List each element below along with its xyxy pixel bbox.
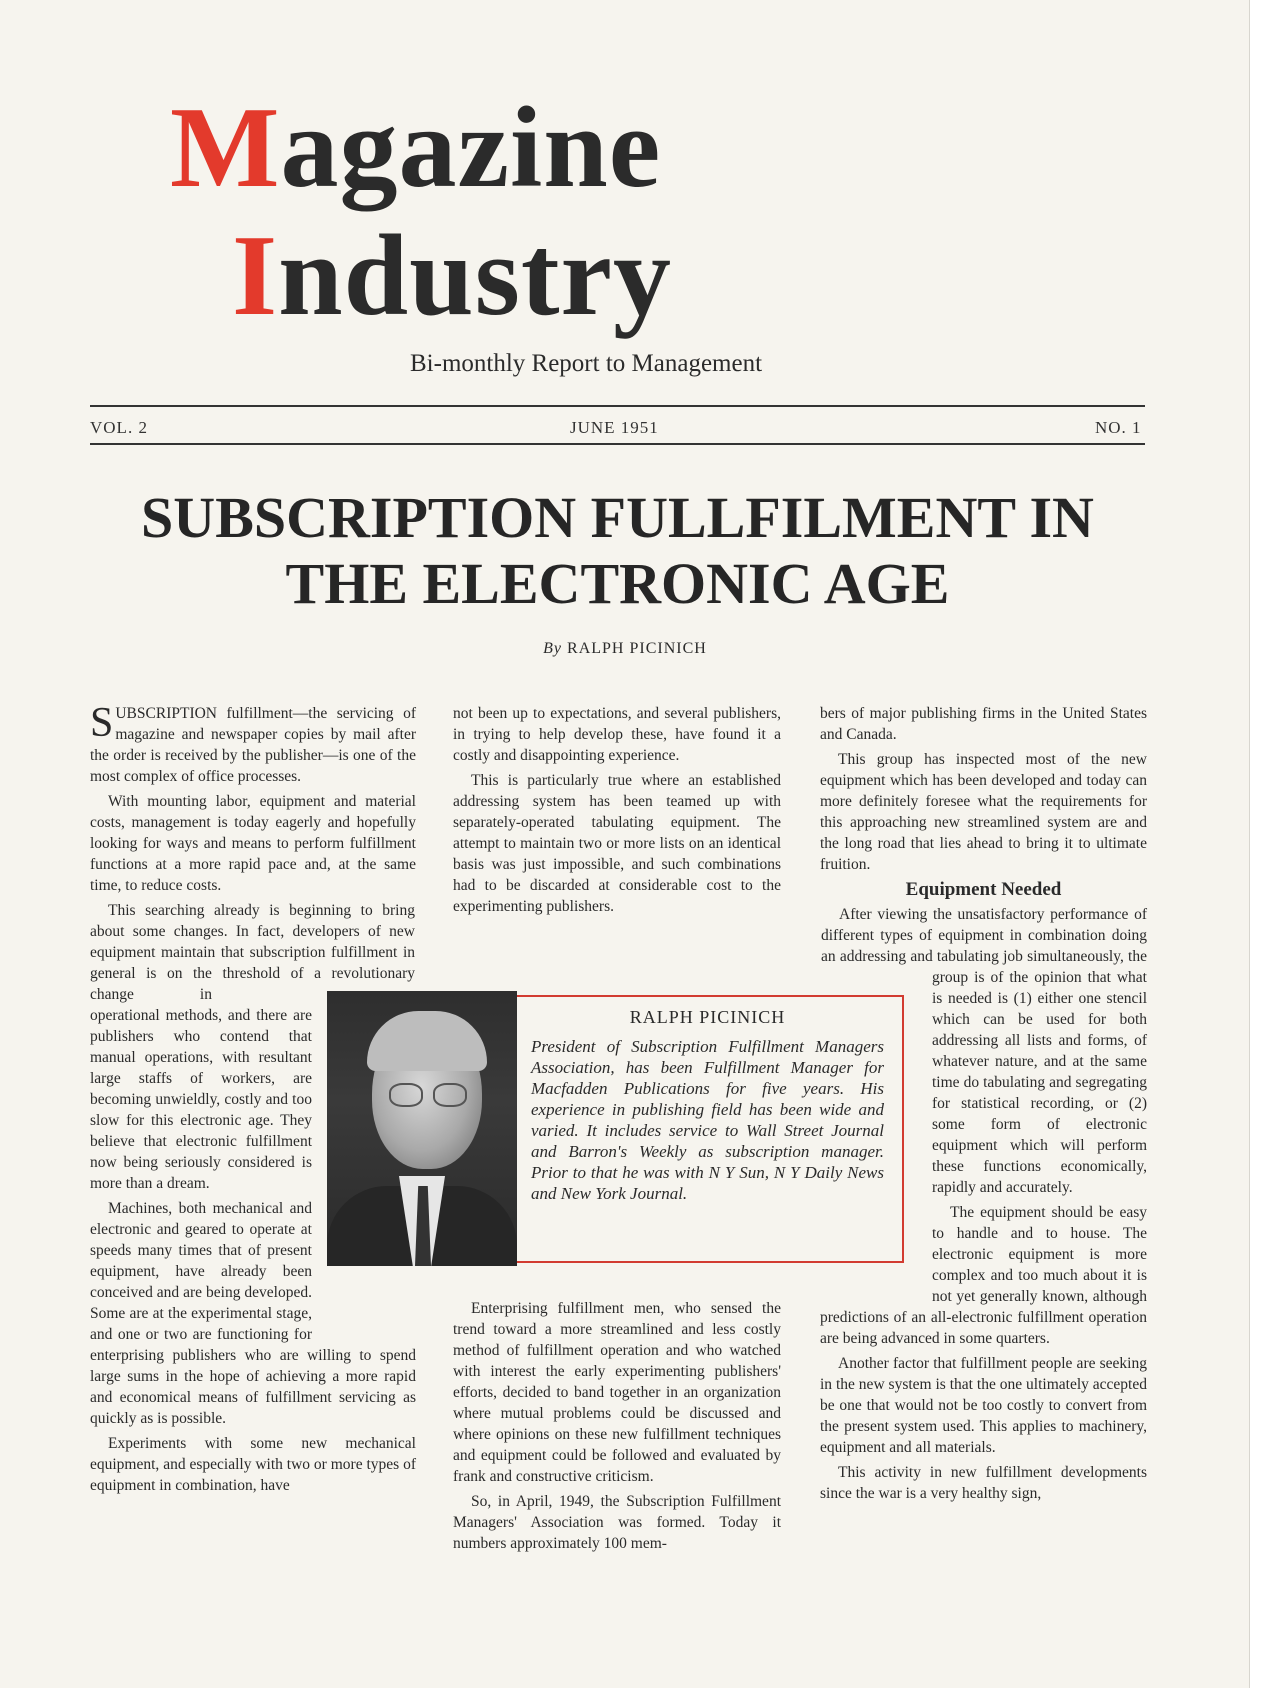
issue-volume: VOL. 2 xyxy=(90,418,148,437)
headline-line-2: THE ELECTRONIC AGE xyxy=(285,551,950,616)
paragraph: not been up to expectations, and several publishers, in trying to help develop these, have found it a costly and disappointing experience. xyxy=(453,705,781,764)
byline-name: RALPH PICINICH xyxy=(567,640,707,657)
paragraph: With mounting labor, equipment and material costs, management is today eagerly and hopefully looking for ways and means to perform fulfillment functions at a more rapid pace and, at the same time, to reduce costs. xyxy=(90,793,416,894)
masthead-rest-1: agazine xyxy=(280,84,662,212)
top-rule xyxy=(90,405,1145,407)
paragraph-text: This searching already is beginning to bring about some changes. In fact, developers of new equipment maintain that subscription fulfillment in general is on the threshold of a revolutionary change in operational methods, and there are publishers who contend that manual operations, with resultant large staffs of workers, are becoming unwieldly, costly and too slow for this electronic age. They believe that electronic fulfillment now being seriously considered is more than a dream. xyxy=(90,902,415,1192)
wrap-marker xyxy=(415,900,416,991)
paragraph xyxy=(90,700,416,787)
masthead-cap-i: I xyxy=(232,212,279,340)
column-2 xyxy=(453,703,781,921)
paragraph: bers of major publishing firms in the United States and Canada. xyxy=(820,705,1147,743)
masthead-line-2 xyxy=(232,212,672,340)
headline-line-1: SUBSCRIPTION FULLFILMENT IN xyxy=(141,485,1094,550)
column-2-lower xyxy=(453,1298,781,1558)
drop-cap: S xyxy=(90,700,114,746)
masthead-title xyxy=(170,84,672,340)
column-3 xyxy=(820,703,1147,1508)
paragraph: Experiments with some new mechanical equipment, and especially with two or more types of equipment in combination, have xyxy=(90,1435,416,1494)
paragraph: The equipment should be easy to handle and to house. The electronic equipment is more complex and too much about it is not yet generally known, although predictions of an all-electronic fulfillment operation are being advanced in some quarters. xyxy=(820,1204,1147,1347)
bio-text: President of Subscription Fulfillment Managers Association, has been Fulfillment Manager for Macfadden Publications for five years. His experience in publishing field has been wide and varied. It includes service to Wall Street Journal and Barron's Weekly as subscription manager. Prior to that he was with N Y Sun, N Y Daily News and New York Journal. xyxy=(531,1037,884,1203)
paragraph: This is particularly true where an established addressing system has been teamed up with separately-operated tabulating equipment. The attempt to maintain two or more lists on an identical basis was just impossible, and such combinations had to be discarded at considerable cost to the experimenting publishers. xyxy=(453,772,781,915)
photo-glasses-right xyxy=(433,1083,467,1107)
masthead-subtitle: Bi-monthly Report to Management xyxy=(410,350,763,377)
masthead-line-1 xyxy=(170,84,672,212)
photo-hair xyxy=(367,1011,487,1071)
paragraph: Another factor that fulfillment people are seeking in the new system is that the one ultimately accepted be one that would not be too costly to convert from the present system used. This applies to machinery, equipment and all materials. xyxy=(820,1355,1147,1456)
paragraph: So, in April, 1949, the Subscription Fulfillment Managers' Association was formed. Today it numbers approximately 100 mem- xyxy=(453,1493,781,1552)
author-photo xyxy=(327,991,517,1266)
paragraph: This group has inspected most of the new equipment which has been developed and today can more definitely foresee what the requirements for this approaching new streamlined system are and the long road that lies ahead to bring it to ultimate fruition. xyxy=(820,751,1147,873)
issue-number: NO. 1 xyxy=(1095,418,1142,437)
masthead-rest-2: ndustry xyxy=(278,212,672,340)
byline xyxy=(0,640,1250,658)
page-edge xyxy=(1249,0,1269,1688)
bio-name: RALPH PICINICH xyxy=(629,1007,786,1027)
paragraph-text: After viewing the unsatisfactory performance of different types of equipment in combination doing an addressing and tabulating job simultaneously, the group is of the opinion that what is needed is (1) either one stencil which can be used for both addressing all lists and forms, of whatever nature, and at the same time do tabulating and segregating for statistical recording, or (2) some form of electronic equipment which will perform these functions economically, rapidly and accurately. xyxy=(821,906,1147,1196)
photo-glasses-left xyxy=(389,1083,423,1107)
issue-date: JUNE 1951 xyxy=(570,418,659,437)
byline-prefix: By xyxy=(543,640,563,657)
paragraph: Machines, both mechanical and electronic and geared to operate at speeds many times that of present equipment, have already been conceived and are being developed. Some are at the experimental stage, and one or two are functioning for enterprising publishers who are willing to spend large sums in the hope of achieving a more rapid and economical means of fulfillment servicing as quickly as is possible. xyxy=(90,1200,416,1427)
wrap-spacer xyxy=(820,969,932,1301)
bottom-rule xyxy=(90,443,1145,445)
masthead-cap-m: M xyxy=(170,84,281,212)
paragraph-text: UBSCRIPTION fulfillment—the servicing of magazine and newspaper copies by mail after the order is received by the publisher—is one of the most complex of office processes. xyxy=(90,705,416,785)
paragraph: Enterprising fulfillment men, who sensed the trend toward a more streamlined and less costly method of fulfillment operation and who watched with interest the early experimenting publishers' efforts, decided to band together in an organization where mutual problems could be discussed and where opinions on these new fulfillment techniques and equipment could be followed and evaluated by frank and constructive criticism. xyxy=(453,1300,781,1485)
paragraph: This activity in new fulfillment developments since the war is a very healthy sign, xyxy=(820,1464,1147,1502)
section-subhead: Equipment Needed xyxy=(905,879,1062,900)
paragraph xyxy=(820,904,1147,1198)
article-headline xyxy=(90,485,1145,617)
